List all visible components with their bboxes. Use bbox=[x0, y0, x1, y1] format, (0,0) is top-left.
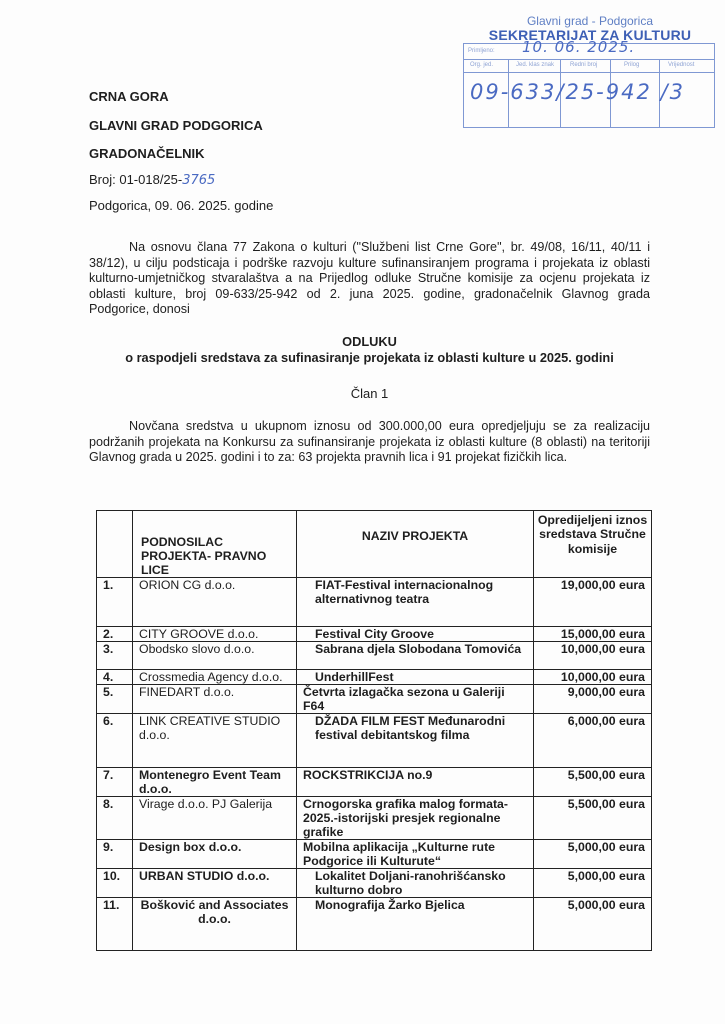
stamp-column-labels bbox=[464, 59, 714, 73]
row-amount: 5,000,00 eura bbox=[534, 898, 652, 951]
row-amount: 10,000,00 eura bbox=[534, 670, 652, 685]
row-applicant: Design box d.o.o. bbox=[133, 840, 297, 869]
row-amount: 6,000,00 eura bbox=[534, 714, 652, 768]
table-body bbox=[97, 578, 652, 951]
row-project: Sabrana djela Slobodana Tomovića bbox=[297, 642, 534, 670]
stamp-authority: Glavni grad - Podgorica bbox=[526, 14, 654, 28]
header-project: NAZIV PROJEKTA bbox=[297, 511, 534, 578]
allocation-table bbox=[96, 510, 652, 951]
row-number: 5. bbox=[97, 685, 133, 714]
row-amount: 15,000,00 eura bbox=[534, 627, 652, 642]
row-number: 3. bbox=[97, 642, 133, 670]
article-text: Novčana sredstva u ukupnom iznosu od 300.000,00 eura opredjeljuju se za realizaciju podržanih projekata na Konkursu za sufinansiranje projekata iz oblasti kulture (8 oblasti) na teritoriji Glavnog grada u 2025. godini i to za: 63 projekta pravnih lica i 91 projekat fizičkih lica. bbox=[89, 419, 650, 465]
decision-subtitle: o raspodjeli sredstava za sufinasiranje projekata iz oblasti kulture u 2025. godini bbox=[125, 350, 614, 365]
row-number: 4. bbox=[97, 670, 133, 685]
table-row bbox=[97, 840, 652, 869]
row-project: Četvrta izlagačka sezona u Galeriji F64 bbox=[297, 685, 534, 714]
stamp-col-label: Vrijednost bbox=[668, 62, 695, 68]
row-number: 11. bbox=[97, 898, 133, 951]
header-applicant: PODNOSILAC PROJEKTA- PRAVNO LICE bbox=[133, 511, 297, 578]
row-project: Crnogorska grafika malog formata-2025.-istorijski presjek regionalne grafike bbox=[297, 797, 534, 840]
row-amount: 9,000,00 eura bbox=[534, 685, 652, 714]
stamp-col-label: Jed. klas znak bbox=[516, 62, 555, 68]
registry-stamp bbox=[463, 38, 715, 128]
table-row bbox=[97, 642, 652, 670]
row-applicant: FINEDART d.o.o. bbox=[133, 685, 297, 714]
row-applicant: Bošković and Associates d.o.o. bbox=[133, 898, 297, 951]
header-amount: Opredijeljeni iznos sredstava Stručne komisije bbox=[534, 511, 652, 578]
table-row bbox=[97, 627, 652, 642]
row-amount: 10,000,00 eura bbox=[534, 642, 652, 670]
stamp-received-date: 10. 06. 2025. bbox=[522, 38, 636, 56]
stamp-col-label: Redni broj bbox=[570, 62, 598, 68]
row-applicant: Montenegro Event Team d.o.o. bbox=[133, 768, 297, 797]
table-row bbox=[97, 869, 652, 898]
table-row bbox=[97, 797, 652, 840]
document-number bbox=[89, 172, 215, 188]
row-number: 10. bbox=[97, 869, 133, 898]
stamp-office: SEKRETARIJAT ZA KULTURU bbox=[488, 27, 692, 43]
row-applicant: Obodsko slovo d.o.o. bbox=[133, 642, 297, 670]
row-amount: 5,000,00 eura bbox=[534, 840, 652, 869]
row-applicant: Crossmedia Agency d.o.o. bbox=[133, 670, 297, 685]
row-amount: 19,000,00 eura bbox=[534, 578, 652, 627]
header-city: GLAVNI GRAD PODGORICA bbox=[89, 118, 263, 133]
table-row bbox=[97, 898, 652, 951]
table-row bbox=[97, 768, 652, 797]
stamp-received-row bbox=[464, 38, 714, 60]
stamp-received-label: Primljeno: bbox=[468, 48, 495, 54]
row-number: 6. bbox=[97, 714, 133, 768]
row-project: UnderhillFest bbox=[297, 670, 534, 685]
row-number: 8. bbox=[97, 797, 133, 840]
row-project: ROCKSTRIKCIJA no.9 bbox=[297, 768, 534, 797]
stamp-col-label: Prilog bbox=[624, 62, 640, 68]
table-header-row bbox=[97, 511, 652, 578]
row-project: Lokalitet Doljani-ranohrišćansko kulturno dobro bbox=[297, 869, 534, 898]
row-applicant: ORION CG d.o.o. bbox=[133, 578, 297, 627]
row-applicant: CITY GROOVE d.o.o. bbox=[133, 627, 297, 642]
row-applicant: LINK CREATIVE STUDIO d.o.o. bbox=[133, 714, 297, 768]
article-heading: Član 1 bbox=[350, 386, 389, 401]
decision-title: ODLUKU bbox=[342, 334, 397, 349]
row-amount: 5,000,00 eura bbox=[534, 869, 652, 898]
row-project: Monografija Žarko Bjelica bbox=[297, 898, 534, 951]
row-project: FIAT-Festival internacionalnog alternativnog teatra bbox=[297, 578, 534, 627]
row-number: 7. bbox=[97, 768, 133, 797]
header-country: CRNA GORA bbox=[89, 89, 169, 104]
row-amount: 5,500,00 eura bbox=[534, 797, 652, 840]
table-row bbox=[97, 578, 652, 627]
row-number: 1. bbox=[97, 578, 133, 627]
row-applicant: URBAN STUDIO d.o.o. bbox=[133, 869, 297, 898]
row-amount: 5,500,00 eura bbox=[534, 768, 652, 797]
row-number: 9. bbox=[97, 840, 133, 869]
row-project: Festival City Groove bbox=[297, 627, 534, 642]
document-number-handwritten: 3765 bbox=[182, 173, 216, 188]
intro-paragraph: Na osnovu člana 77 Zakona o kulturi ("Službeni list Crne Gore", br. 49/08, 16/11, 40/11 i 38/12), u cilju podsticaja i podrške razvoju kulture sufinansiranjem programa i projekata iz oblasti kulturno-umjetničkog stvaralaštva a na Prijedlog odluke Stručne komisije za ocjenu projekata iz oblasti kulture, broj 09-633/25-942 od 2. juna 2025. godine, gradonačelnik Glavnog grada Podgorice, donosi bbox=[89, 240, 650, 317]
row-applicant: Virage d.o.o. PJ Galerija bbox=[133, 797, 297, 840]
row-project: DŽADA FILM FEST Međunarodni festival debitantskog filma bbox=[297, 714, 534, 768]
table-row bbox=[97, 714, 652, 768]
stamp-col-label: Org. jed. bbox=[470, 62, 494, 68]
place-date: Podgorica, 09. 06. 2025. godine bbox=[89, 198, 274, 213]
table-row bbox=[97, 670, 652, 685]
stamp-registry-number: 09-633/25-942 /3 bbox=[470, 80, 685, 104]
header-office: GRADONAČELNIK bbox=[89, 146, 205, 161]
row-number: 2. bbox=[97, 627, 133, 642]
document-number-prefix: Broj: 01-018/25- bbox=[89, 172, 183, 187]
header-number bbox=[97, 511, 133, 578]
row-project: Mobilna aplikacija „Kulturne rute Podgorice ili Kulturute“ bbox=[297, 840, 534, 869]
table-row bbox=[97, 685, 652, 714]
